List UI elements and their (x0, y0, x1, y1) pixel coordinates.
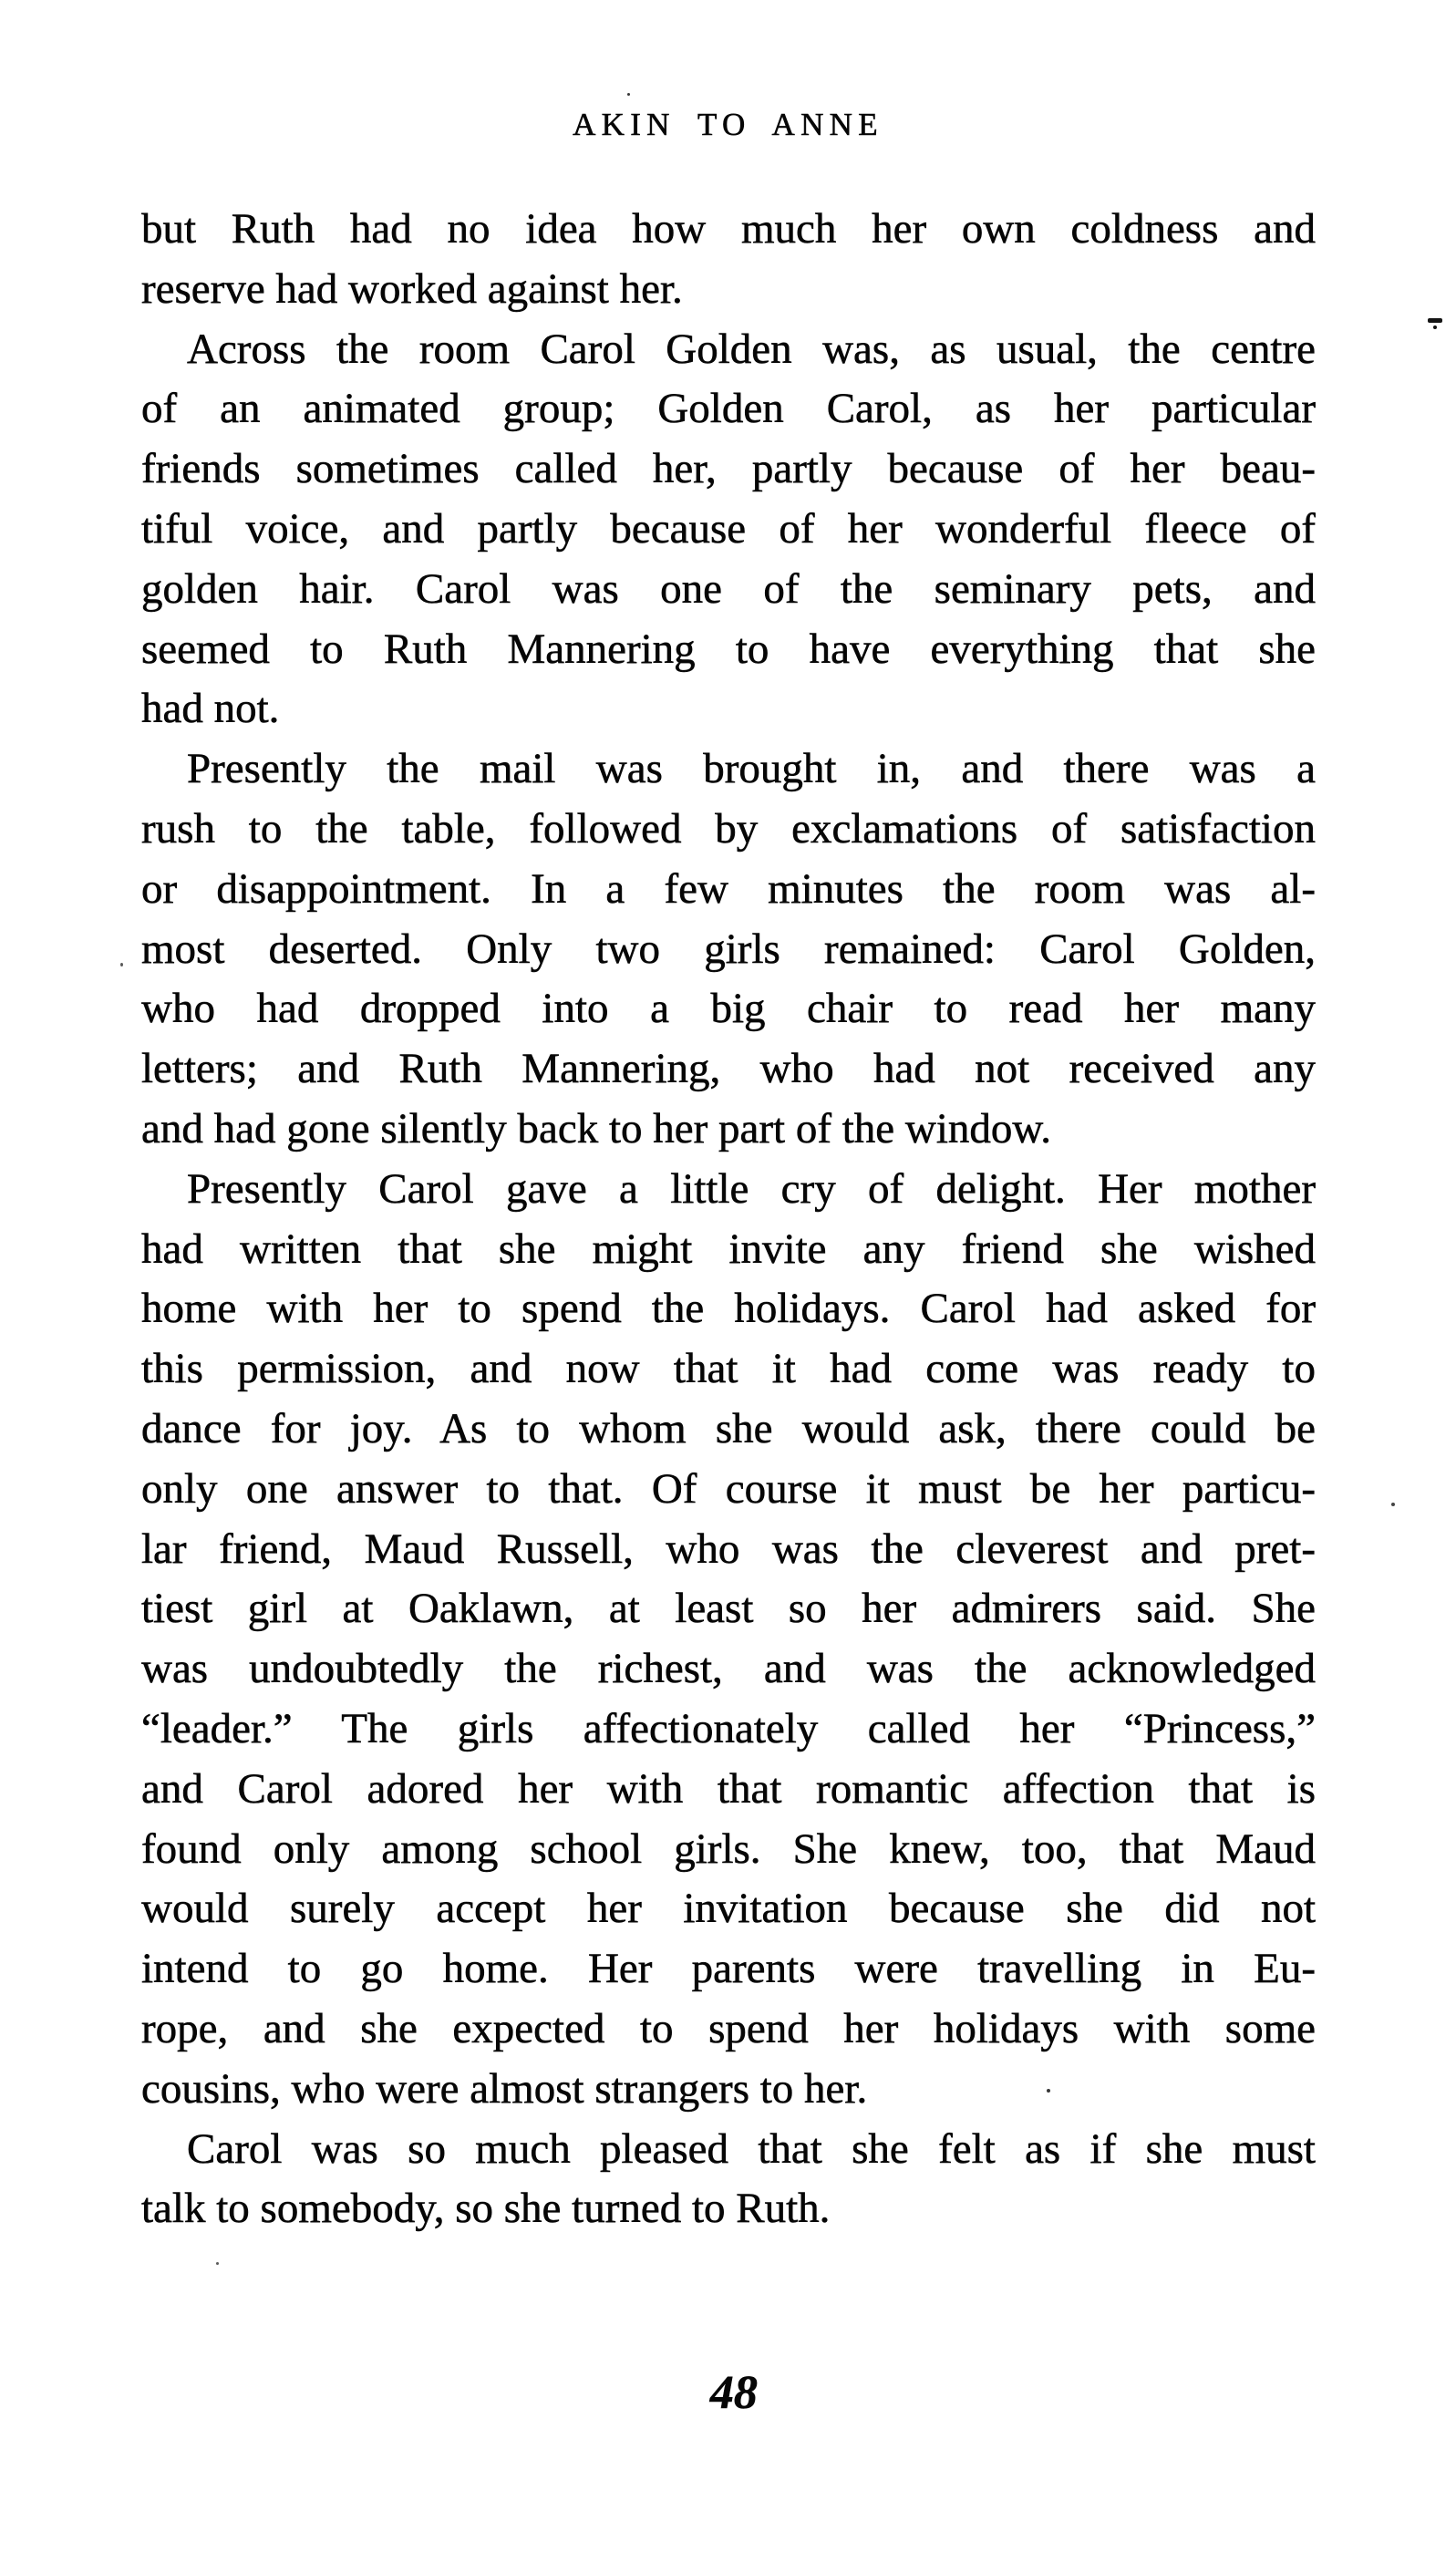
paragraph (141, 2120, 1316, 2240)
running-head: AKIN TO ANNE (573, 107, 883, 142)
text-line: but Ruth had no idea how much her own coldness and (141, 205, 1316, 253)
text-line: or disappointment. In a few minutes the room was al- (141, 864, 1316, 913)
scan-artifact-speck (1047, 2089, 1050, 2093)
paragraph (141, 1160, 1316, 2120)
text-line: seemed to Ruth Mannering to have everything that she (141, 625, 1316, 673)
text-line: home with her to spend the holidays. Carol had asked for (141, 1285, 1316, 1333)
text-line: found only among school girls. She knew, too, that Maud (141, 1824, 1316, 1873)
text-line: Carol was so much pleased that she felt as if she must (187, 2124, 1316, 2173)
paragraph (141, 200, 1316, 320)
text-line: tiest girl at Oaklawn, at least so her admirers said. She (141, 1585, 1316, 1633)
text-line: rush to the table, followed by exclamations of satisfaction (141, 804, 1316, 853)
text-line: who had dropped into a big chair to read her many (141, 985, 1316, 1033)
text-line: lar friend, Maud Russell, who was the cleverest and pret- (141, 1524, 1316, 1573)
text-line: cousins, who were almost strangers to her. (141, 2064, 868, 2113)
page-number: 48 (709, 2367, 758, 2419)
page-body (141, 200, 1316, 2239)
text-line: had written that she might invite any friend she wished (141, 1225, 1316, 1273)
text-line: rope, and she expected to spend her holidays with some (141, 2004, 1316, 2052)
text-line: Presently the mail was brought in, and there was a (187, 745, 1316, 793)
scan-artifact-speck (1433, 326, 1437, 329)
text-line: Across the room Carol Golden was, as usual, the centre (187, 325, 1316, 373)
text-line: most deserted. Only two girls remained: Carol Golden, (141, 925, 1316, 973)
text-line: letters; and Ruth Mannering, who had not received any (141, 1045, 1316, 1093)
text-line: was undoubtedly the richest, and was the acknowledged (141, 1645, 1316, 1693)
text-line: had not. (141, 685, 280, 733)
text-line: this permission, and now that it had come was ready to (141, 1345, 1316, 1393)
paragraph (141, 739, 1316, 1160)
text-line: would surely accept her invitation because she did not (141, 1885, 1316, 1933)
text-line: of an animated group; Golden Carol, as her particular (141, 385, 1316, 433)
text-line: golden hair. Carol was one of the seminary pets, and (141, 564, 1316, 613)
paragraph (141, 320, 1316, 740)
text-line: dance for joy. As to whom she would ask, there could be (141, 1404, 1316, 1452)
text-line: friends sometimes called her, partly because of her beau- (141, 445, 1316, 493)
text-line: and Carol adored her with that romantic affection that is (141, 1764, 1316, 1813)
text-line: intend to go home. Her parents were travelling in Eu- (141, 1945, 1316, 1993)
scan-artifact-speck (120, 963, 123, 966)
scan-artifact-speck (216, 2262, 219, 2265)
text-line: talk to somebody, so she turned to Ruth. (141, 2185, 831, 2233)
scan-artifact-dash (1428, 318, 1442, 323)
text-line: “leader.” The girls affectionately called her “Princess,” (141, 1704, 1316, 1752)
scan-artifact-speck (627, 93, 630, 96)
text-line: Presently Carol gave a little cry of delight. Her mother (187, 1164, 1316, 1213)
text-line: only one answer to that. Of course it must be her particu- (141, 1464, 1316, 1513)
text-line: reserve had worked against her. (141, 264, 683, 313)
text-line: tiful voice, and partly because of her wonderful fleece of (141, 504, 1316, 553)
scan-artifact-speck (1391, 1503, 1395, 1506)
text-line: and had gone silently back to her part of the window. (141, 1104, 1052, 1152)
